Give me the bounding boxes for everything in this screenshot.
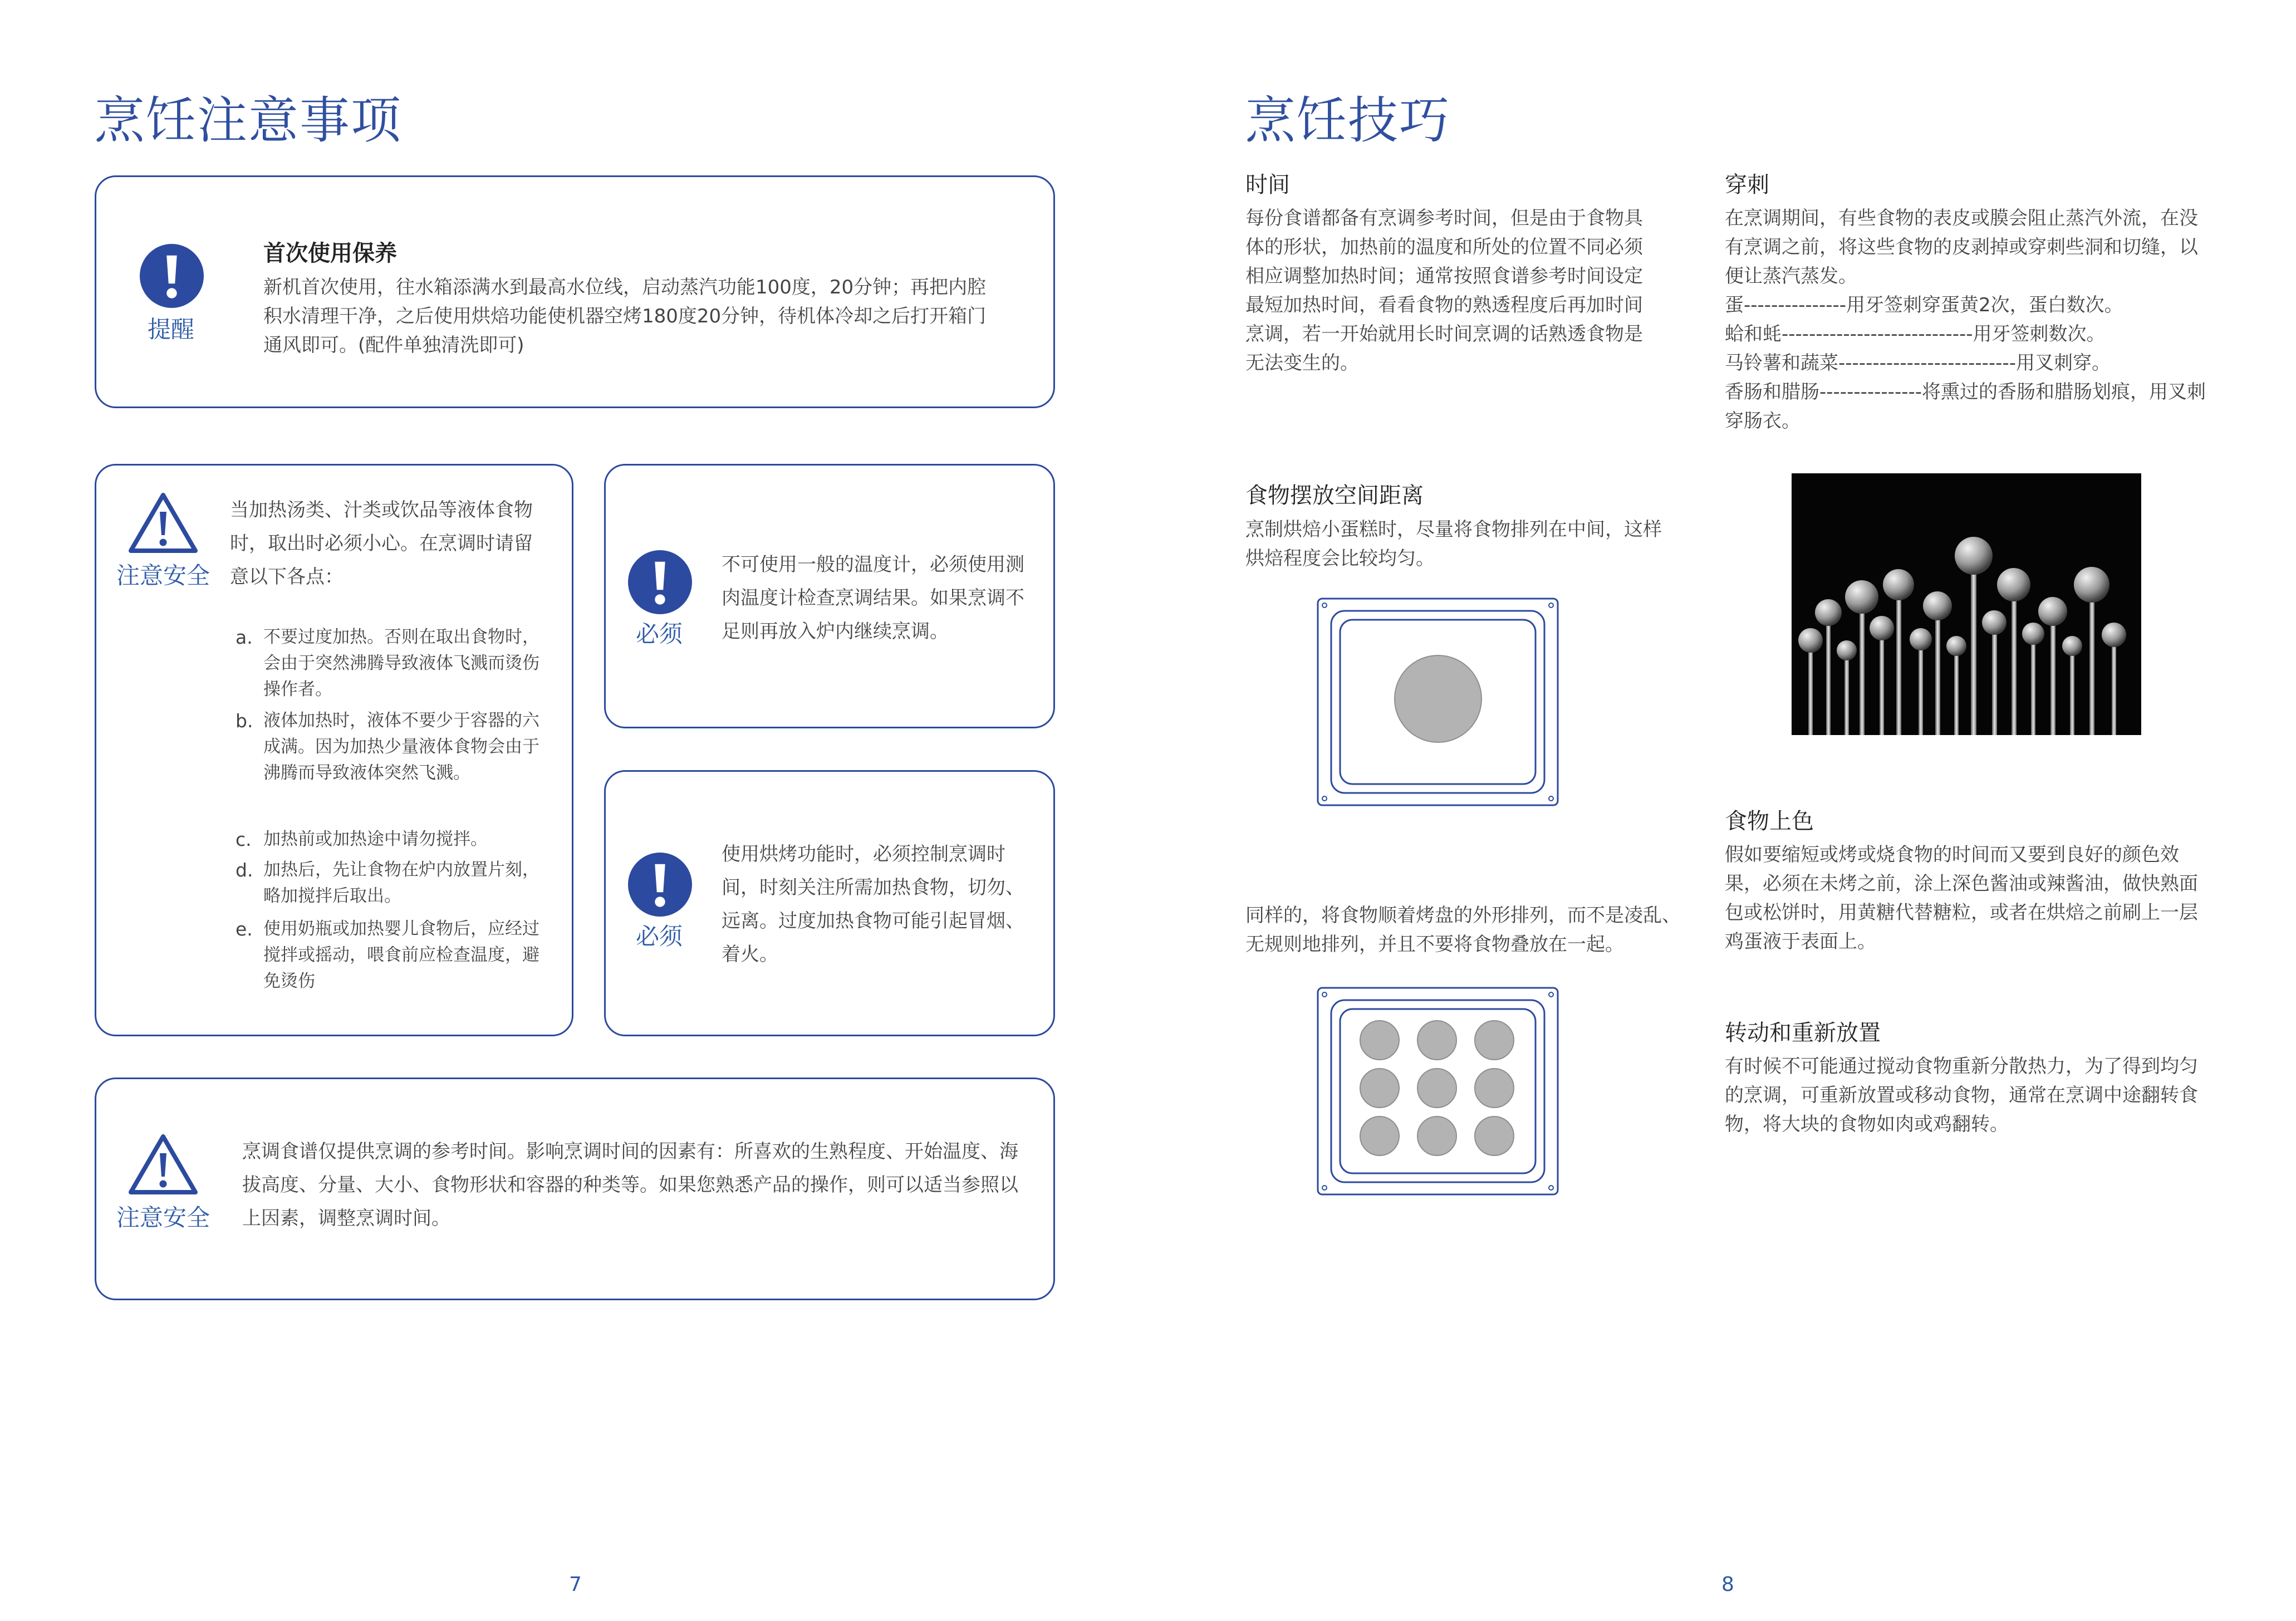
must-label: 必须: [636, 620, 683, 648]
exclamation-circle-icon: [628, 550, 692, 614]
reminder-box: [95, 175, 1055, 408]
exclamation-circle-icon: [628, 853, 692, 917]
list-text: 加热前或加热途中请勿搅拌。: [263, 829, 488, 849]
baking-box: [604, 770, 1055, 1036]
list-text: 液体加热时，液体不要少于容器的六成满。因为加热少量液体食物会由于沸腾而导致液体突然飞溅。: [263, 711, 539, 783]
list-text: 使用奶瓶或加热婴儿食物后，应经过搅拌或摇动，喂食前应检查温度，避免烫伤: [263, 919, 539, 991]
safety-label: 注意安全: [116, 562, 210, 589]
cooking-time-box: [95, 1078, 1055, 1300]
list-marker: c.: [236, 829, 252, 850]
reminder-label: 提醒: [148, 316, 195, 343]
turn-heading: 转动和重新放置: [1725, 1020, 1881, 1046]
color-heading: 食物上色: [1725, 809, 1814, 834]
thermometer-text: 不可使用一般的温度计，必须使用测肉温度计检查烹调结果。如果烹调不足则再放入炉内继续烹调。: [722, 554, 1024, 643]
page-title-left: 烹饪注意事项: [95, 91, 402, 150]
first-use-heading: 首次使用保养: [263, 241, 397, 266]
pierce-heading: 穿刺: [1725, 172, 1769, 198]
tray-grid-diagram: [1317, 987, 1559, 1196]
turn-text: 有时候不可能通过搅动食物重新分散热力，为了得到均匀的烹调，可重新放置或移动食物，通常在烹调中途翻转食物，将大块的食物如肉或鸡翻转。: [1725, 1055, 2198, 1135]
precaution-list: [236, 624, 558, 1014]
forks-food-photo: [1792, 473, 2141, 735]
liquid-intro-text: 当加热汤类、汁类或饮品等液体食物时，取出时必须小心。在烹调时请留意以下各点：: [230, 499, 533, 588]
color-text: 假如要缩短或烤或烧食物的时间而又要到良好的颜色效果，必须在未烤之前，涂上深色酱油或辣酱油，做快熟面包或松饼时，用黄糖代替糖粒，或者在烘焙之前刷上一层鸡蛋液于表面上。: [1725, 844, 2198, 953]
list-marker: d.: [236, 859, 253, 881]
liquid-safety-box: [95, 464, 573, 1036]
spacing-heading: 食物摆放空间距离: [1245, 483, 1424, 508]
pierce-line-potato: 马铃薯和蔬菜--------------------------用叉刺穿。: [1725, 352, 2111, 374]
warning-triangle-icon: [127, 1132, 199, 1196]
pierce-line-sausage: 香肠和腊肠---------------将熏过的香肠和腊肠划痕，用叉刺穿肠衣。: [1725, 381, 2206, 432]
safety-label: 注意安全: [116, 1204, 210, 1231]
baking-text: 使用烘烤功能时，必须控制烹调时间，时刻关注所需加热食物，切勿、远离。过度加热食物可能引起冒烟、着火。: [722, 843, 1024, 966]
exclamation-circle-icon: [140, 244, 204, 308]
pierce-line-clam: 蛤和蚝----------------------------用牙签刺数次。: [1725, 323, 2106, 345]
spacing-text-2: 同样的，将食物顺着烤盘的外形排列，而不是凌乱、无规则地排列，并且不要将食物叠放在一起。: [1245, 904, 1681, 956]
list-marker: b.: [236, 710, 253, 732]
spacing-text: 烹制烘焙小蛋糕时，尽量将食物排列在中间，这样烘焙程度会比较均匀。: [1245, 518, 1662, 570]
list-text: 加热后，先让食物在炉内放置片刻，略加搅拌后取出。: [263, 860, 539, 906]
list-marker: a.: [236, 626, 253, 648]
cooking-time-text: 烹调食谱仅提供烹调的参考时间。影响烹调时间的因素有：所喜欢的生熟程度、开始温度、海拔高度、分量、大小、食物形状和容器的种类等。如果您熟悉产品的操作，则可以适当参照以上因素，调整烹调时间。: [242, 1140, 1018, 1230]
pierce-text: 在烹调期间，有些食物的表皮或膜会阻止蒸汽外流，在没有烹调之前，将这些食物的皮剥掉或穿刺些洞和切缝，以便让蒸汽蒸发。: [1725, 207, 2198, 287]
tray-center-diagram: [1317, 598, 1559, 806]
first-use-text: 新机首次使用，往水箱添满水到最高水位线，启动蒸汽功能100度，20分钟；再把内腔积水清理干净，之后使用烘焙功能使机器空烤180度20分钟，待机体冷却之后打开箱门通风即可。(配件单独清洗即可): [263, 276, 987, 356]
must-label: 必须: [636, 923, 683, 950]
page-number-right: 8: [1721, 1573, 1734, 1596]
list-marker: e.: [236, 918, 253, 940]
page-title-right: 烹饪技巧: [1245, 91, 1450, 150]
page-number-left: 7: [569, 1573, 582, 1596]
time-heading: 时间: [1245, 172, 1290, 198]
pierce-line-egg: 蛋---------------用牙签刺穿蛋黄2次，蛋白数次。: [1725, 294, 2123, 316]
thermometer-box: [604, 464, 1055, 728]
warning-triangle-icon: [127, 491, 199, 555]
list-text: 不要过度加热。否则在取出食物时，会由于突然沸腾导致液体飞溅而烫伤操作者。: [263, 627, 539, 699]
time-text: 每份食谱都备有烹调参考时间，但是由于食物具体的形状，加热前的温度和所处的位置不同必须相应调整加热时间；通常按照食谱参考时间设定最短加热时间，看看食物的熟透程度后再加时间烹调，若一开始就用长时间烹调的话熟透食物是无法变生的。: [1245, 207, 1643, 374]
